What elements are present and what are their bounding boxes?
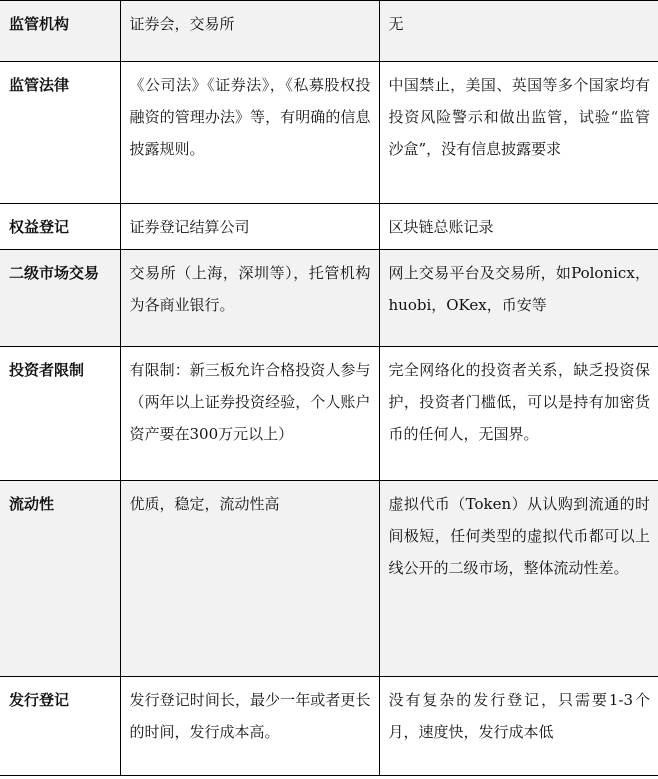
table-row bbox=[0, 62, 658, 204]
row-label: 监管机构 bbox=[0, 1, 120, 62]
token-cell: 没有复杂的发行登记，只需要1-3个月，速度快，发行成本低 bbox=[388, 691, 650, 741]
table-row bbox=[0, 250, 658, 347]
row-label: 二级市场交易 bbox=[0, 250, 120, 347]
table-row bbox=[0, 677, 658, 776]
row-label: 权益登记 bbox=[0, 204, 120, 250]
table-row bbox=[0, 1, 658, 62]
token-cell: 区块链总账记录 bbox=[388, 218, 494, 236]
token-cell: 完全网络化的投资者关系，缺乏投资保护，投资者门槛低，可以是持有加密货币的任何人，无国界。 bbox=[388, 361, 650, 443]
securities-cell: 优质，稳定，流动性高 bbox=[120, 481, 379, 677]
table-row bbox=[0, 481, 658, 677]
token-cell: 虚拟代币（Token）从认购到流通的时间极短，任何类型的虚拟代币都可以上线公开的二级市场，整体流动性差。 bbox=[379, 481, 658, 677]
securities-cell: 发行登记时间长，最少一年或者更长的时间，发行成本高。 bbox=[120, 677, 379, 776]
securities-cell: 交易所（上海，深圳等），托管机构为各商业银行。 bbox=[120, 250, 379, 347]
row-label: 流动性 bbox=[0, 481, 120, 677]
token-cell: 中国禁止，美国、英国等多个国家均有投资风险警示和做出监管，试验“监管沙盒”，没有信息披露要求 bbox=[388, 76, 650, 158]
table-row bbox=[0, 204, 658, 250]
row-label: 投资者限制 bbox=[0, 347, 120, 481]
securities-cell: 有限制：新三板允许合格投资人参与（两年以上证券投资经验，个人账户资产要在300万元以上） bbox=[120, 347, 379, 481]
securities-cell: 证券登记结算公司 bbox=[120, 204, 379, 250]
table-row bbox=[0, 347, 658, 481]
token-cell: 网上交易平台及交易所，如Polonicx，huobi，OKex，币安等 bbox=[379, 250, 658, 347]
row-label: 发行登记 bbox=[0, 677, 120, 776]
token-cell: 无 bbox=[379, 1, 658, 62]
securities-cell: 证券会，交易所 bbox=[120, 1, 379, 62]
row-label: 监管法律 bbox=[0, 62, 120, 204]
securities-cell: 《公司法》《证券法》，《私募股权投融资的管理办法》等，有明确的信息披露规则。 bbox=[120, 62, 379, 204]
